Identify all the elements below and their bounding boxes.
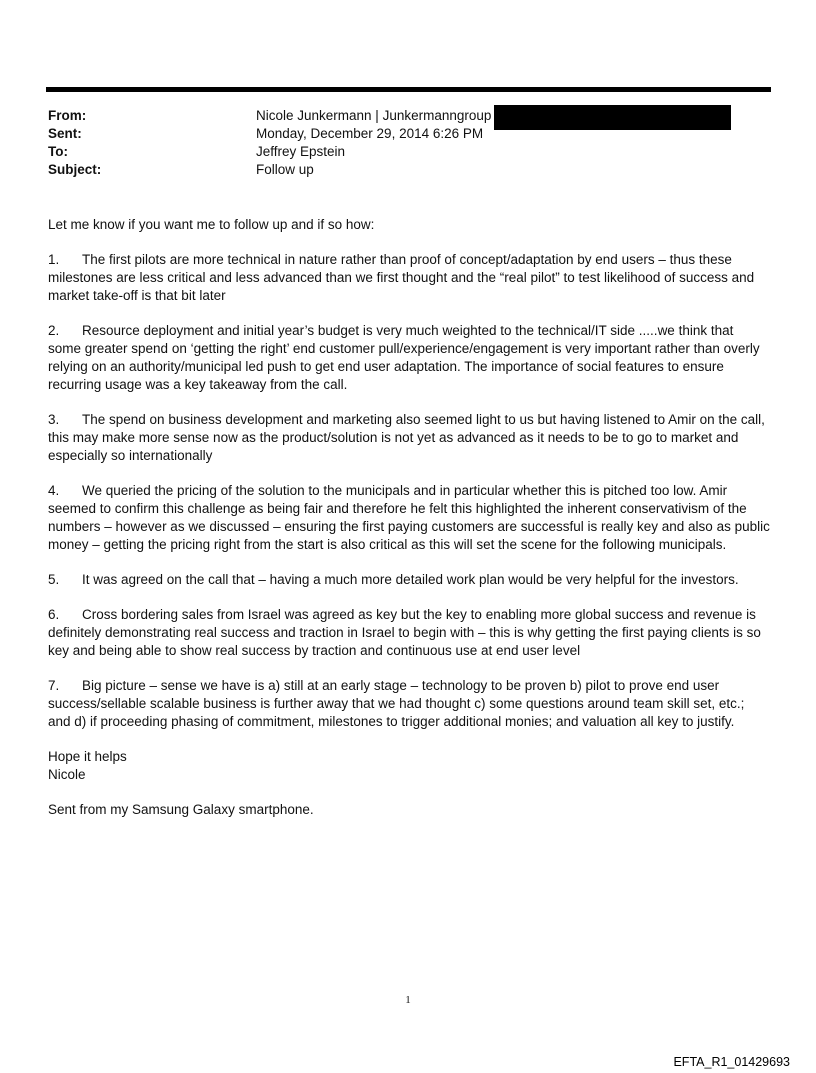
to-value: Jeffrey Epstein	[256, 144, 346, 159]
point-1	[48, 251, 770, 305]
point-text: The spend on business development and marketing also seemed light to us but having listened to Amir on the call, this may make more sense now as the product/solution is not yet as advanced as it needs to be to go to market and especially so internationally	[48, 412, 765, 463]
point-text: It was agreed on the call that – having a much more detailed work plan would be very helpful for the investors.	[82, 572, 739, 587]
top-rule	[46, 87, 771, 92]
point-text: The first pilots are more technical in nature rather than proof of concept/adaptation by end users – thus these milestones are less critical and less advanced than we first thought and the “real pilot” to test likelihood of success and market take-off is that bit later	[48, 252, 755, 303]
point-number: 6.	[48, 607, 60, 622]
subject-label: Subject:	[48, 162, 102, 177]
signature: Nicole	[48, 767, 86, 782]
from-label: From:	[48, 108, 87, 123]
subject-row	[48, 161, 778, 179]
email-body	[48, 216, 770, 836]
point-text: Resource deployment and initial year’s budget is very much weighted to the technical/IT side .....we think that some greater spend on ‘getting the right’ end customer pull/experience/engagement is very important rather than overly relying on an authority/municipal led push to get end user adaptation. The importance of social features to ensure recurring usage was a key takeaway from the call.	[48, 323, 760, 392]
point-number: 3.	[48, 412, 60, 427]
point-number: 4.	[48, 483, 60, 498]
point-7	[48, 677, 770, 731]
subject-value: Follow up	[256, 162, 314, 177]
signoff	[48, 748, 770, 784]
point-5	[48, 571, 770, 589]
point-3	[48, 411, 770, 465]
point-6	[48, 606, 770, 660]
point-4	[48, 482, 770, 554]
point-number: 2.	[48, 323, 60, 338]
bates-number: EFTA_R1_01429693	[673, 1055, 790, 1069]
page-number: 1	[405, 994, 411, 1006]
intro-paragraph: Let me know if you want me to follow up and if so how:	[48, 217, 375, 232]
sent-value: Monday, December 29, 2014 6:26 PM	[256, 126, 484, 141]
to-row	[48, 143, 778, 161]
point-number: 5.	[48, 572, 60, 587]
closing-line: Hope it helps	[48, 749, 127, 764]
point-text: Cross bordering sales from Israel was agreed as key but the key to enabling more global success and revenue is definitely demonstrating real success and traction in Israel to begin with – this is why getting the first paying clients is so key and being able to show real success by traction and continuous use at end user level	[48, 607, 761, 658]
point-text: Big picture – sense we have is a) still at an early stage – technology to be proven b) pilot to prove end user success/sellable scalable business is further away that we had thought c) some questions around team skill set, etc.; and d) if proceeding phasing of commitment, milestones to trigger additional monies; and valuation all key to justify.	[48, 678, 745, 729]
point-number: 7.	[48, 678, 60, 693]
point-text: We queried the pricing of the solution to the municipals and in particular whether this is pitched too low. Amir seemed to confirm this challenge as being fair and therefore he felt this highlighted the inherent conservativism of the numbers – however as we discussed – ensuring the first paying customers are successful is really key and also as public money – getting the pricing right from the start is also critical as this will set the scene for the following municipals.	[48, 483, 770, 552]
point-2	[48, 322, 770, 394]
point-number: 1.	[48, 252, 60, 267]
footer-note: Sent from my Samsung Galaxy smartphone.	[48, 802, 314, 817]
sent-label: Sent:	[48, 126, 82, 141]
redaction-box	[494, 105, 731, 130]
to-label: To:	[48, 144, 68, 159]
from-value: Nicole Junkermann | Junkermanngroup	[256, 108, 492, 123]
